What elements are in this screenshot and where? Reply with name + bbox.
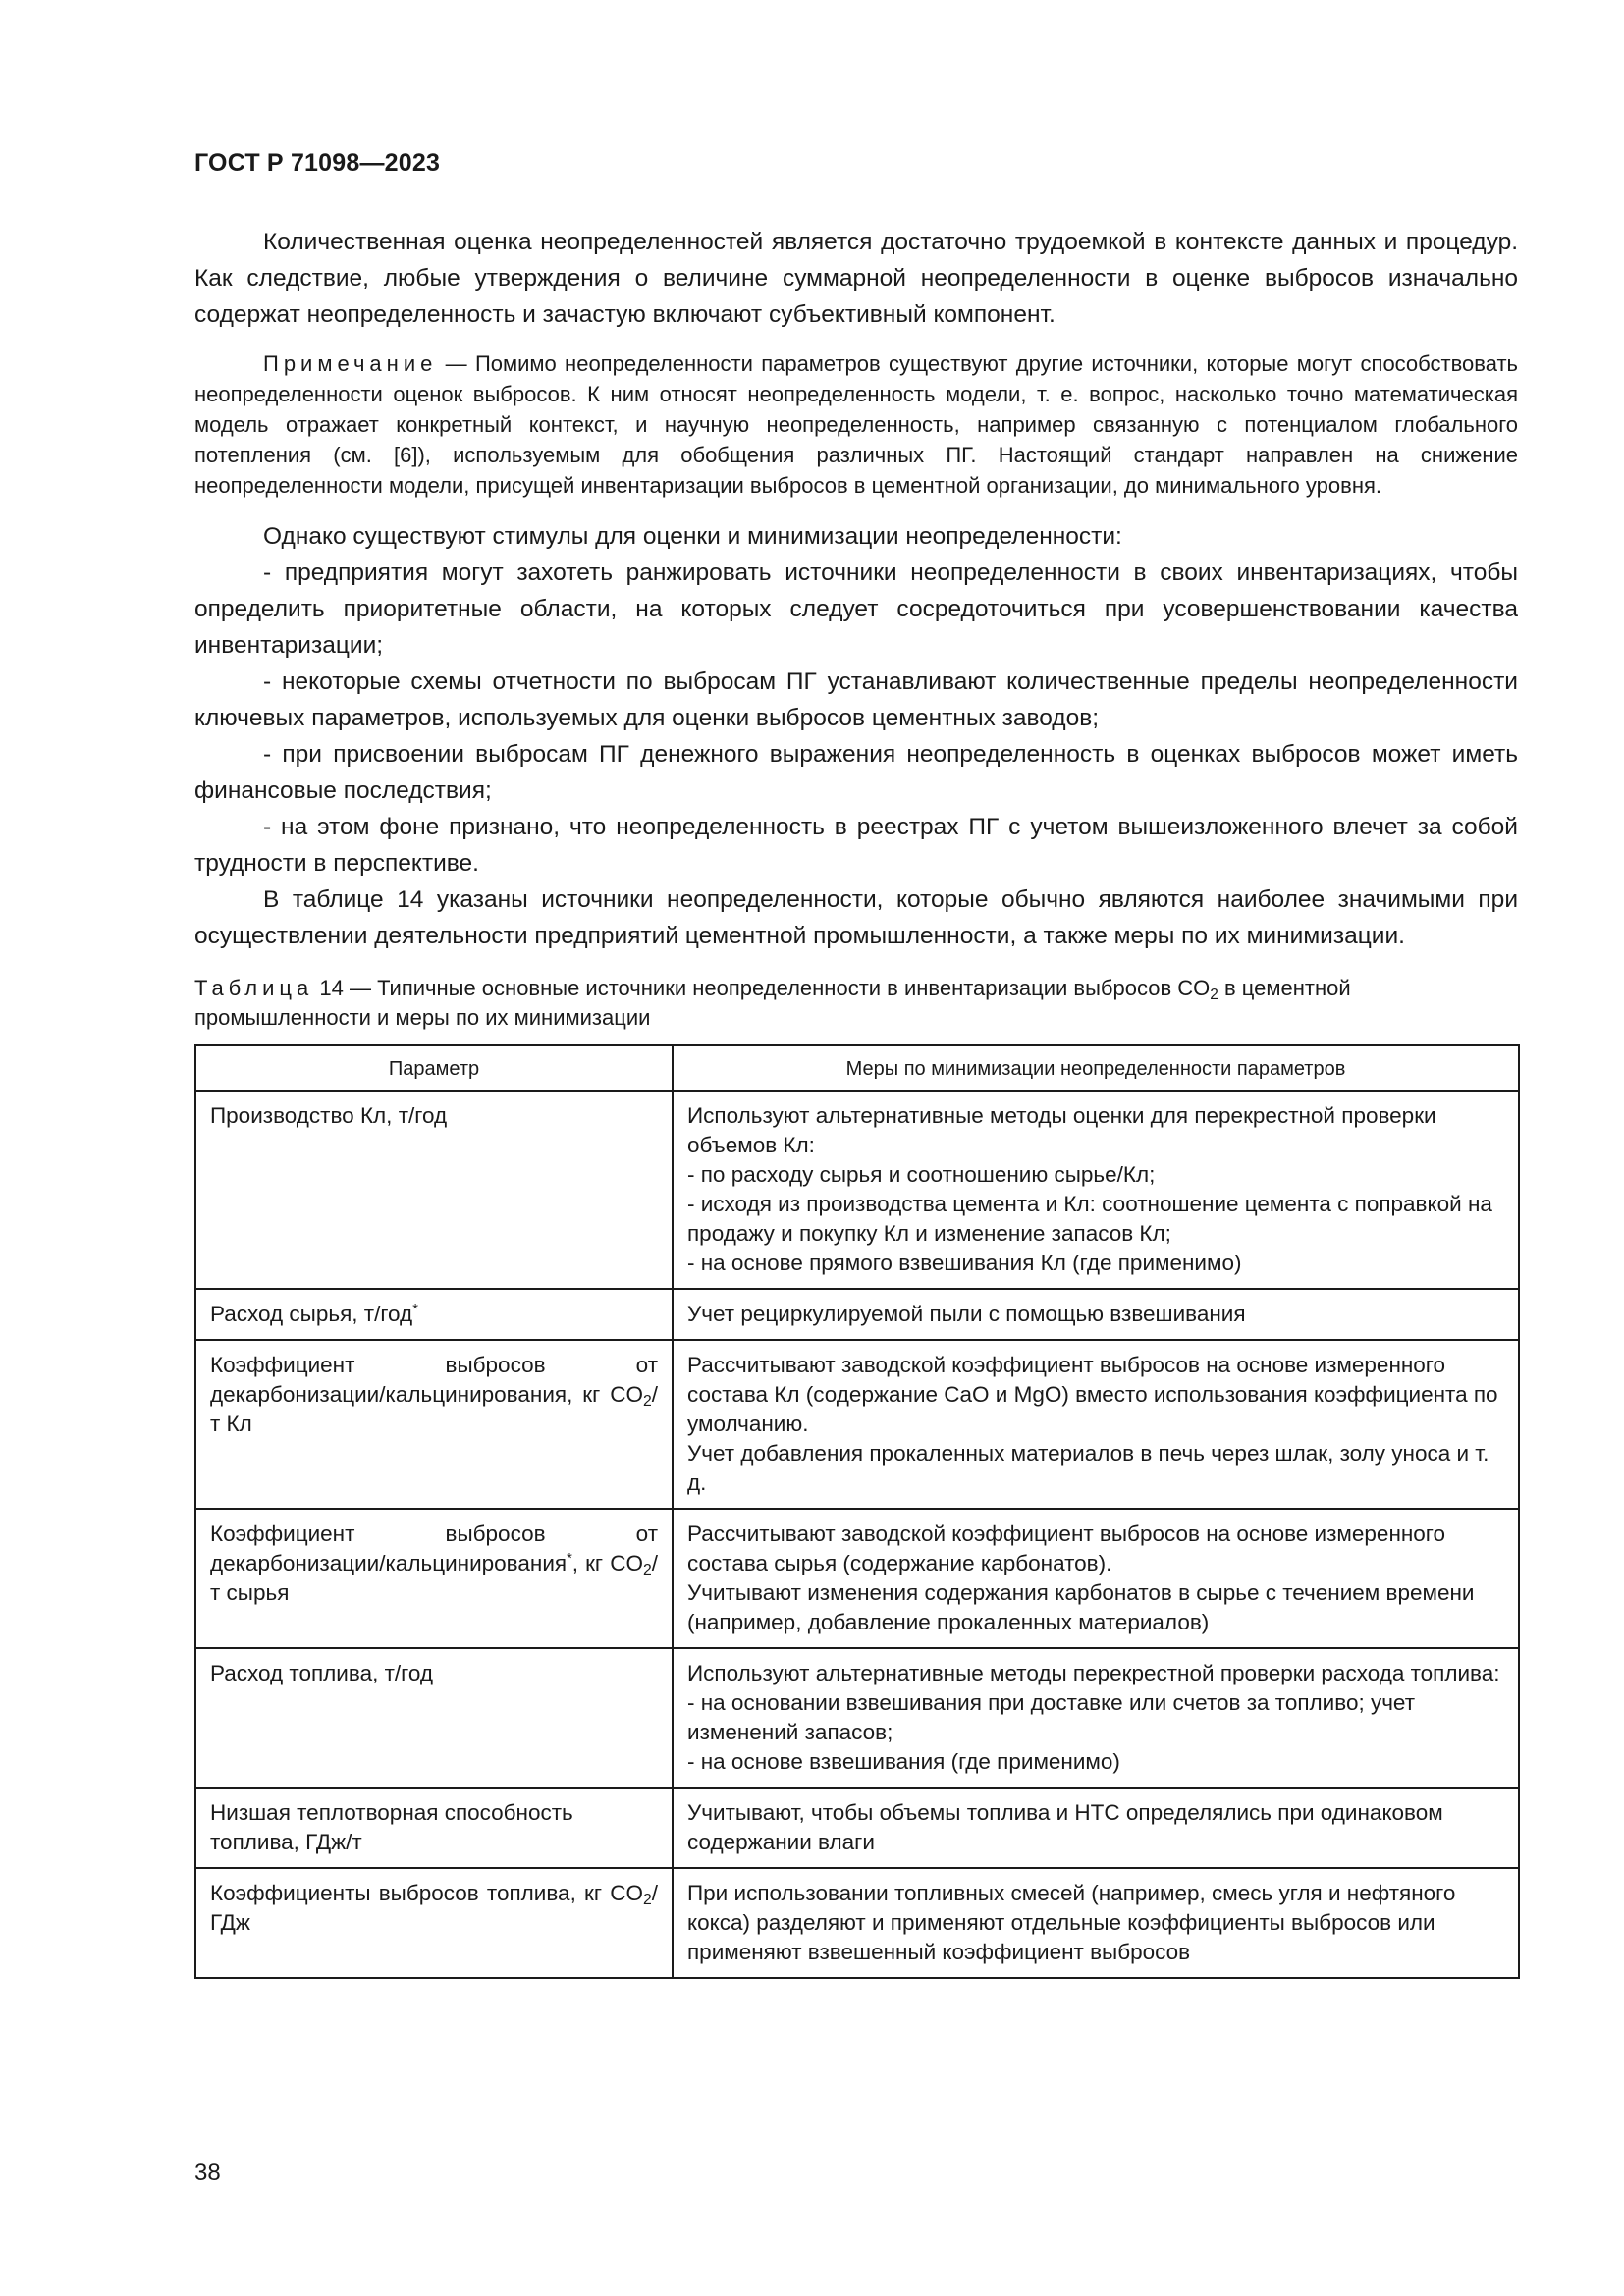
parameter-cell: Расход топлива, т/год [195, 1648, 673, 1788]
paragraph-3: В таблице 14 указаны источники неопределенности, которые обычно являются наиболее значимыми при осуществлении деятельности предприятий цементной промышленности, а также меры по их минимизации. [194, 886, 1518, 949]
measures-cell: При использовании топливных смесей (например, смесь угля и нефтяного кокса) разделяют и применяют отдельные коэффициенты выбросов или применяют взвешенный коэффициент выбросов [673, 1868, 1519, 1978]
table-caption-label: Таблица [194, 976, 314, 1000]
table-row [195, 1868, 1519, 1978]
note-paragraph [194, 348, 1518, 501]
parameter-cell: Низшая теплотворная способность топлива, ГДж/т [195, 1788, 673, 1868]
paragraph-1: Количественная оценка неопределенностей является достаточно трудоемкой в контексте данных и процедур. Как следствие, любые утверждения о величине суммарной неопределенности в оценке выбросов изначально содержат неопределенность и зачастую включают субъективный компонент. [194, 229, 1518, 328]
measures-cell: Рассчитывают заводской коэффициент выбросов на основе измеренного состава Кл (содержание CaO и MgO) вместо использования коэффициента по умолчанию. Учет добавления прокаленных материалов в печь через шлак, золу уноса и т. д. [673, 1340, 1519, 1509]
table-row [195, 1091, 1519, 1289]
table-row [195, 1289, 1519, 1340]
page-body [194, 224, 1518, 1979]
parameter-cell: Коэффициент выбросов от декарбонизации/кальцинирования, кг $CO_2/т$ Кл [195, 1340, 673, 1509]
parameter-cell: Коэффициенты выбросов топлива, кг $CO_2$/ГДж [195, 1868, 673, 1978]
parameter-cell: Коэффициент выбросов от декарбонизации/кальцинирования*, кг $CO_2/т$ сырья [195, 1509, 673, 1648]
parameter-cell: Расход сырья, т/год* [195, 1289, 673, 1340]
measures-cell: Используют альтернативные методы оценки для перекрестной проверки объемов Кл: - по расходу сырья и соотношению сырье/Кл; - исходя из производства цемента и Кл: соотношение цемента с поправкой на продажу и покупку Кл и изменение запасов Кл; - на основе прямого взвешивания Кл (где применимо) [673, 1091, 1519, 1289]
page-number: 38 [194, 2160, 221, 2186]
paragraph-2: Однако существуют стимулы для оценки и минимизации неопределенности: [263, 523, 1122, 550]
document-header: ГОСТ Р 71098—2023 [194, 149, 441, 177]
table-row [195, 1788, 1519, 1868]
measures-cell: Используют альтернативные методы перекрестной проверки расхода топлива: - на основании взвешивания при доставке или счетов за топливо; учет изменений запасов; - на основе взвешивания (где применимо) [673, 1648, 1519, 1788]
list-item-3: - при присвоении выбросам ПГ денежного выражения неопределенность в оценках выбросов может иметь финансовые последствия; [194, 741, 1518, 804]
header-parameter: Параметр [195, 1045, 673, 1091]
header-measures: Меры по минимизации неопределенности параметров [673, 1045, 1519, 1091]
parameter-cell: Производство Кл, т/год [195, 1091, 673, 1289]
list-item-2: - некоторые схемы отчетности по выбросам ПГ устанавливают количественные пределы неопределенности ключевых параметров, используемых для оценки выбросов цементных заводов; [194, 668, 1518, 731]
table-caption: Таблица 14 — Типичные основные источники неопределенности в инвентаризации выбросов $CO_2$ в цементной промышленности и меры по их минимизации [194, 976, 1351, 1030]
note-text: — Помимо неопределенности параметров существуют другие источники, которые могут способствовать неопределенности оценок выбросов. К ним относят неопределенность модели, т. е. вопрос, насколько точно математическая модель отражает конкретный контекст, и научную неопределенность, например связанную с потенциалом глобального потепления (см. [6]), используемым для обобщения различных ПГ. Настоящий стандарт направлен на снижение неопределенности модели, присущей инвентаризации выбросов в цементной организации, до минимального уровня. [194, 351, 1518, 498]
list-item-1: - предприятия могут захотеть ранжировать источники неопределенности в своих инвентаризациях, чтобы определить приоритетные области, на которых следует сосредоточиться при усовершенствовании качества инвентаризации; [194, 560, 1518, 659]
measures-cell: Учет рециркулируемой пыли с помощью взвешивания [673, 1289, 1519, 1340]
measures-cell: Учитывают, чтобы объемы топлива и НТС определялись при одинаковом содержании влаги [673, 1788, 1519, 1868]
note-label: Примечание [263, 351, 438, 376]
table-row [195, 1648, 1519, 1788]
list-item-4: - на этом фоне признано, что неопределенность в реестрах ПГ с учетом вышеизложенного влечет за собой трудности в перспективе. [194, 814, 1518, 877]
table-row [195, 1340, 1519, 1509]
uncertainty-table [194, 1044, 1520, 1979]
table-row [195, 1509, 1519, 1648]
measures-cell: Рассчитывают заводской коэффициент выбросов на основе измеренного состава сырья (содержание карбонатов). Учитывают изменения содержания карбонатов в сырье с течением времени (например, добавление прокаленных материалов) [673, 1509, 1519, 1648]
table-header-row [195, 1045, 1519, 1091]
